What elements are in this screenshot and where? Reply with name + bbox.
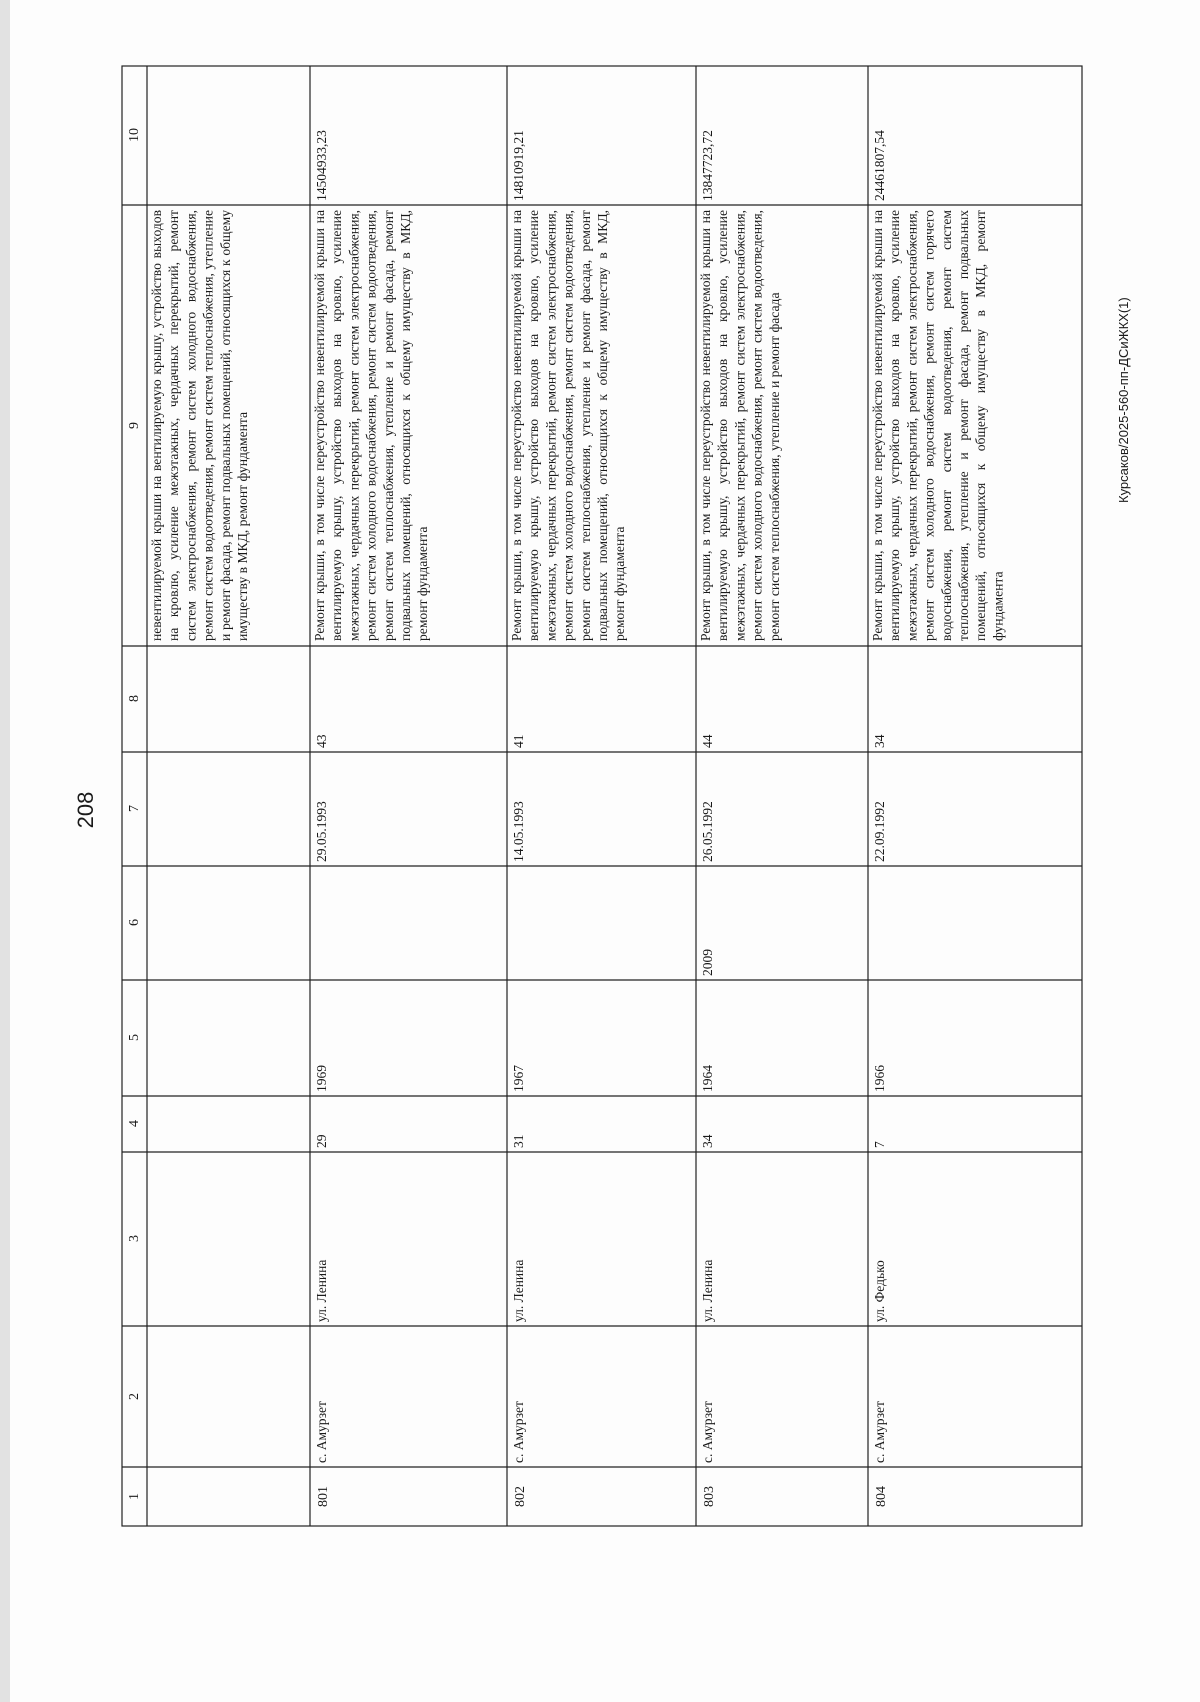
- row-804-privatization-date: 22.09.1992: [872, 801, 887, 862]
- row-802-year-built: 1967: [511, 1065, 526, 1092]
- column-header-10: 10: [127, 128, 142, 143]
- row-804-house: 7: [872, 1141, 887, 1148]
- page-number: 208: [73, 791, 98, 829]
- column-header-8: 8: [127, 695, 142, 703]
- column-header-7: 7: [127, 805, 142, 813]
- row-801-cost: 14504933,23: [314, 130, 329, 201]
- row-802-locality: с. Амурзет: [511, 1401, 526, 1463]
- row-801-year-built: 1969: [314, 1065, 329, 1092]
- row-803-cost: 13847723,72: [700, 130, 715, 201]
- row-803-locality: с. Амурзет: [700, 1401, 715, 1463]
- row-801-number: 801: [316, 1486, 331, 1507]
- row-802-works: Ремонт крыши, в том числе переустройство невентилируемой крыши на вентилируемую крышу, устройство выходов на кровлю, усиление межэтажных, чердачных перекрытий, ремонт систем электроснабжения, ремонт систем холодного водоснабжения, ремонт систем водоотведения, ремонт систем теплоснабжения, утепление и ремонт фасада, ремонт подвальных помещений, относящихся к общему имуществу в МКД, ремонт фундамента: [509, 210, 628, 641]
- scan-edge: [0, 0, 10, 1702]
- row-803-year-built: 1964: [700, 1065, 715, 1092]
- row-803-works: Ремонт крыши, в том числе переустройство невентилируемой крыши на вентилируемую крышу, устройство выходов на кровлю, усиление межэтажных, чердачных перекрытий, ремонт систем электроснабжения, ремонт систем холодного водоснабжения, ремонт систем водоотведения, ремонт систем теплоснабжения, утепление и ремонт фасада: [698, 210, 782, 641]
- row-801-overhaul-year: [311, 866, 339, 980]
- row-802-apartments: 41: [511, 734, 526, 748]
- row-804-works: Ремонт крыши, в том числе переустройство невентилируемой крыши на вентилируемую крышу, устройство выходов на кровлю, усиление межэтажных, чердачных перекрытий, ремонт систем электроснабжения, ремонт систем холодного водоснабжения, ремонт систем горячего водоснабжения, ремонт систем водоотведения, ремонт систем теплоснабжения, утепление и ремонт фасада, ремонт подвальных помещений, относящихся к общему имуществу в МКД, ремонт фундамента: [870, 210, 1006, 641]
- row-803-house: 34: [700, 1134, 715, 1148]
- row-802-street: ул. Ленина: [511, 1259, 526, 1322]
- row-802-cost: 14810919,21: [511, 130, 526, 201]
- row-801-house: 29: [314, 1134, 329, 1148]
- row-804-number: 804: [874, 1486, 889, 1507]
- row-803-apartments: 44: [700, 734, 715, 748]
- row-804-street: ул. Федько: [872, 1260, 887, 1322]
- column-header-1: 1: [127, 1493, 142, 1500]
- column-header-6: 6: [127, 919, 142, 927]
- row-801-privatization-date: 29.05.1993: [314, 801, 329, 862]
- row-804-apartments: 34: [872, 734, 887, 748]
- row-803-privatization-date: 26.05.1992: [700, 801, 715, 862]
- continued-row-works: невентилируемой крыши на вентилируемую крышу, устройство выходов на кровлю, усиление межэтажных, чердачных перекрытий, ремонт систем электроснабжения, ремонт систем холодного водоснабжения, ремонт систем водоотведения, ремонт систем теплоснабжения, утепление и ремонт фасада, ремонт подвальных помещений, относящихся к общему имуществу в МКД, ремонт фундамента: [149, 210, 251, 641]
- row-801-street: ул. Ленина: [314, 1259, 329, 1322]
- row-804-cost: 24461807,54: [872, 130, 887, 201]
- row-804-overhaul-year: [869, 866, 897, 980]
- row-802-privatization-date: 14.05.1993: [511, 801, 526, 862]
- row-802-overhaul-year: [508, 866, 536, 980]
- column-header-9: 9: [127, 422, 142, 429]
- row-803-street: ул. Ленина: [700, 1259, 715, 1322]
- row-801-apartments: 43: [314, 734, 329, 748]
- row-802-house: 31: [511, 1134, 526, 1148]
- column-header-2: 2: [127, 1393, 142, 1400]
- row-804-year-built: 1966: [872, 1065, 887, 1092]
- document-id: Курсаков/2025-560-пп-ДСиЖКХ(1): [1116, 297, 1131, 503]
- row-803-overhaul-year: 2009: [700, 949, 715, 976]
- row-801-locality: с. Амурзет: [314, 1401, 329, 1463]
- row-804-locality: с. Амурзет: [872, 1401, 887, 1463]
- row-803-number: 803: [702, 1486, 717, 1507]
- row-801-works: Ремонт крыши, в том числе переустройство невентилируемой крыши на вентилируемую крышу, устройство выходов на кровлю, усиление межэтажных, чердачных перекрытий, ремонт систем электроснабжения, ремонт систем холодного водоснабжения, ремонт систем водоотведения, ремонт систем теплоснабжения, утепление и ремонт фасада, ремонт подвальных помещений, относящихся к общему имуществу в МКД, ремонт фундамента: [312, 210, 431, 641]
- row-802-number: 802: [513, 1486, 528, 1507]
- column-header-5: 5: [127, 1034, 142, 1042]
- column-header-3: 3: [127, 1235, 142, 1243]
- column-header-4: 4: [127, 1120, 142, 1128]
